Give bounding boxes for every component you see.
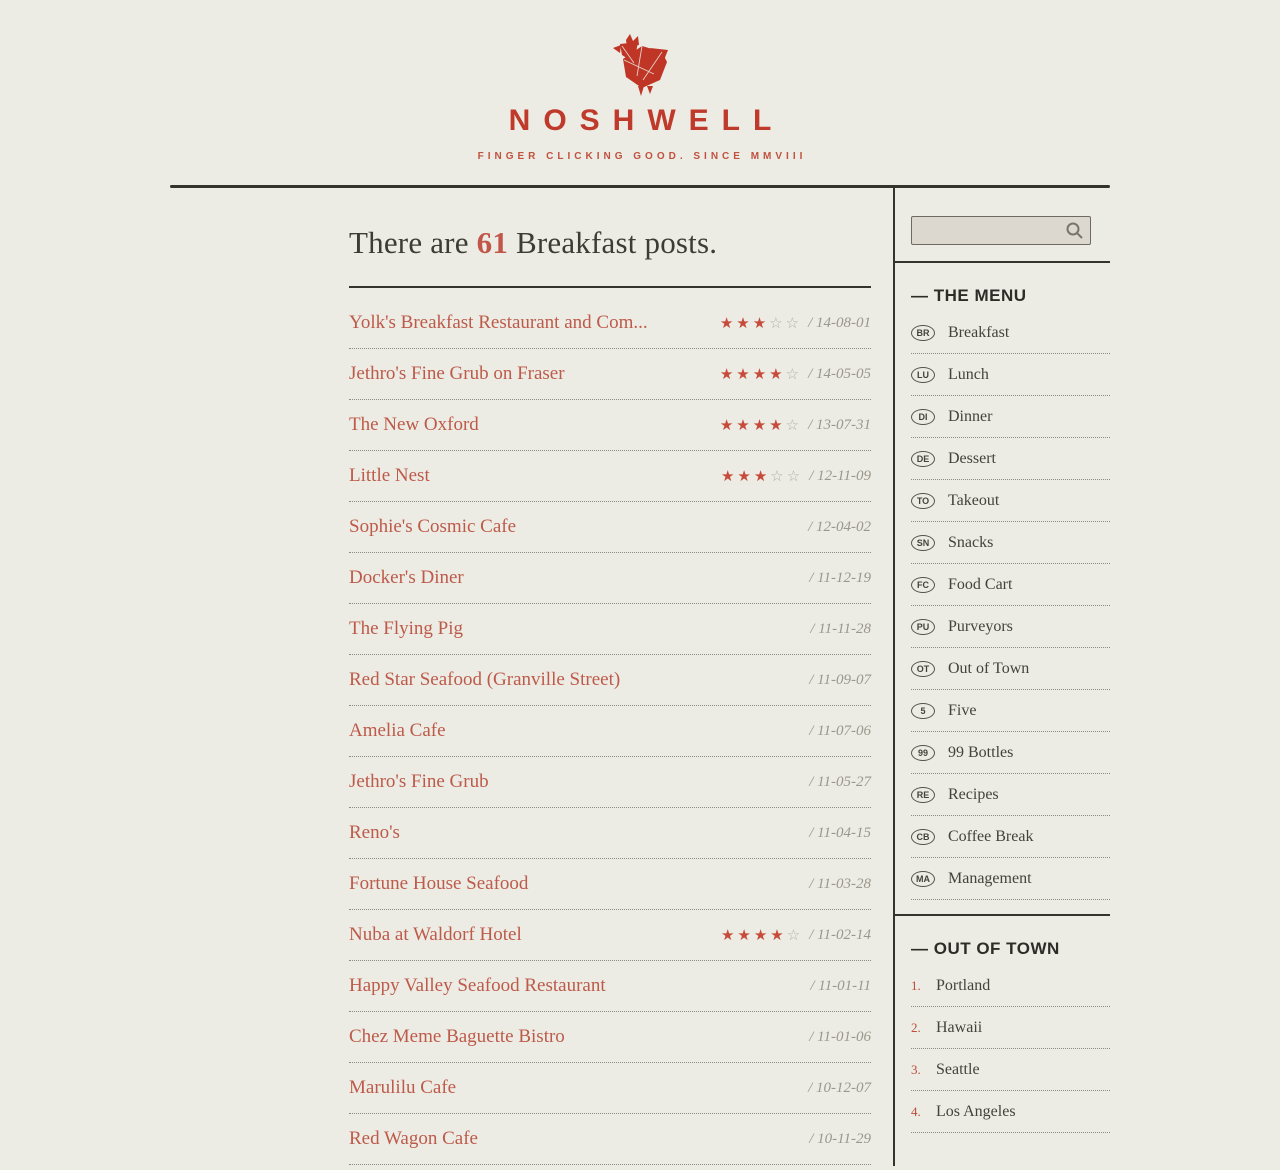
star-rating bbox=[720, 314, 802, 333]
menu-item-label: Out of Town bbox=[948, 659, 1030, 677]
post-row bbox=[349, 1114, 871, 1165]
city-item[interactable] bbox=[911, 1007, 1110, 1049]
menu-item-label: Purveyors bbox=[948, 617, 1013, 635]
city-label: Los Angeles bbox=[936, 1102, 1016, 1120]
post-date: / 12-04-02 bbox=[808, 518, 871, 535]
post-meta bbox=[810, 621, 871, 638]
category-badge: CB bbox=[911, 829, 935, 845]
menu-item[interactable] bbox=[911, 690, 1110, 732]
empty-stars: ☆ bbox=[786, 927, 804, 944]
menu-item[interactable] bbox=[911, 606, 1110, 648]
post-row bbox=[349, 451, 871, 502]
post-meta bbox=[810, 978, 871, 995]
star-rating bbox=[720, 416, 802, 435]
post-date: / 14-05-05 bbox=[808, 365, 871, 382]
menu-item-label: Takeout bbox=[948, 491, 1000, 509]
post-date: / 11-04-15 bbox=[809, 824, 871, 841]
rooster-icon bbox=[609, 34, 671, 96]
post-date: / 14-08-01 bbox=[808, 314, 871, 331]
menu-item-label: 99 Bottles bbox=[948, 743, 1014, 761]
post-row bbox=[349, 1063, 871, 1114]
menu-item-label: Five bbox=[948, 701, 977, 719]
city-label: Portland bbox=[936, 976, 991, 994]
empty-stars: ☆ bbox=[785, 417, 803, 434]
menu-item[interactable] bbox=[911, 648, 1110, 690]
post-link[interactable]: The New Oxford bbox=[349, 414, 479, 435]
post-date: / 10-11-29 bbox=[809, 1130, 871, 1147]
menu-item[interactable] bbox=[911, 816, 1110, 858]
menu-item[interactable] bbox=[911, 354, 1110, 396]
category-badge: SN bbox=[911, 535, 935, 551]
post-meta bbox=[721, 467, 871, 486]
page-title bbox=[349, 225, 871, 261]
category-badge: TO bbox=[911, 493, 935, 509]
site-logo-text[interactable]: NOSHWELL bbox=[508, 104, 785, 137]
menu-item[interactable] bbox=[911, 438, 1110, 480]
post-date: / 11-09-07 bbox=[809, 671, 871, 688]
post-link[interactable]: Happy Valley Seafood Restaurant bbox=[349, 975, 606, 996]
city-item[interactable] bbox=[911, 965, 1110, 1007]
post-meta bbox=[809, 774, 871, 791]
post-meta bbox=[721, 926, 871, 945]
menu-item-label: Lunch bbox=[948, 365, 989, 383]
post-link[interactable]: Jethro's Fine Grub on Fraser bbox=[349, 363, 565, 384]
post-meta bbox=[808, 519, 871, 536]
menu-item-label: Snacks bbox=[948, 533, 994, 551]
star-rating bbox=[720, 365, 802, 384]
post-link[interactable]: Red Wagon Cafe bbox=[349, 1128, 478, 1149]
post-meta bbox=[809, 1131, 871, 1148]
city-number: 1. bbox=[911, 977, 921, 993]
empty-stars: ☆☆ bbox=[769, 315, 803, 332]
category-badge: 5 bbox=[911, 703, 935, 719]
post-link[interactable]: Amelia Cafe bbox=[349, 720, 446, 741]
post-date: / 11-11-28 bbox=[810, 620, 871, 637]
post-date: / 10-12-07 bbox=[808, 1079, 871, 1096]
title-suffix: Breakfast posts. bbox=[508, 225, 718, 260]
category-badge: DI bbox=[911, 409, 935, 425]
post-row bbox=[349, 604, 871, 655]
post-row bbox=[349, 961, 871, 1012]
post-link[interactable]: Sophie's Cosmic Cafe bbox=[349, 516, 517, 537]
post-date: / 11-05-27 bbox=[809, 773, 871, 790]
empty-stars: ☆☆ bbox=[770, 468, 804, 485]
category-badge: FC bbox=[911, 577, 935, 593]
post-link[interactable]: Marulilu Cafe bbox=[349, 1077, 457, 1098]
post-date: / 11-01-11 bbox=[810, 977, 871, 994]
category-badge: BR bbox=[911, 325, 935, 341]
post-meta bbox=[720, 416, 871, 435]
city-item[interactable] bbox=[911, 1049, 1110, 1091]
post-list bbox=[349, 288, 871, 1165]
search-icon[interactable] bbox=[1066, 222, 1084, 240]
post-row bbox=[349, 553, 871, 604]
category-badge: PU bbox=[911, 619, 935, 635]
menu-item[interactable] bbox=[911, 522, 1110, 564]
post-meta bbox=[809, 1029, 871, 1046]
menu-item[interactable] bbox=[911, 732, 1110, 774]
filled-stars: ★★★★ bbox=[719, 366, 786, 383]
menu-item-label: Coffee Break bbox=[948, 827, 1034, 845]
menu-item[interactable] bbox=[911, 312, 1110, 354]
content-columns bbox=[170, 188, 1110, 1166]
menu-item-label: Dinner bbox=[948, 407, 993, 425]
sidebar bbox=[893, 188, 1110, 1166]
menu-list bbox=[911, 312, 1110, 900]
post-link[interactable]: Red Star Seafood (Granville Street) bbox=[349, 669, 621, 690]
filled-stars: ★★★★ bbox=[720, 927, 787, 944]
post-date: / 11-12-19 bbox=[809, 569, 871, 586]
category-badge: DE bbox=[911, 451, 935, 467]
post-link[interactable]: Chez Meme Baguette Bistro bbox=[349, 1026, 565, 1047]
search-input[interactable] bbox=[911, 216, 1091, 245]
empty-stars: ☆ bbox=[785, 366, 803, 383]
category-badge: RE bbox=[911, 787, 935, 803]
post-meta bbox=[720, 365, 871, 384]
star-rating bbox=[721, 926, 803, 945]
post-row bbox=[349, 859, 871, 910]
post-meta bbox=[809, 570, 871, 587]
post-link[interactable]: Little Nest bbox=[349, 465, 430, 486]
post-link[interactable]: Jethro's Fine Grub bbox=[349, 771, 489, 792]
post-meta bbox=[720, 314, 871, 333]
city-item[interactable] bbox=[911, 1091, 1110, 1133]
out-of-town-divider bbox=[893, 914, 1110, 916]
category-badge: OT bbox=[911, 661, 935, 677]
menu-item-label: Food Cart bbox=[948, 575, 1013, 593]
post-row bbox=[349, 502, 871, 553]
menu-item[interactable] bbox=[911, 396, 1110, 438]
post-row bbox=[349, 706, 871, 757]
search-divider bbox=[893, 261, 1110, 263]
post-meta bbox=[809, 672, 871, 689]
post-meta bbox=[809, 825, 871, 842]
post-meta bbox=[808, 1080, 871, 1097]
menu-item-label: Recipes bbox=[948, 785, 999, 803]
menu-item-label: Breakfast bbox=[948, 323, 1010, 341]
post-date: / 11-07-06 bbox=[809, 722, 871, 739]
post-date: / 11-01-06 bbox=[809, 1028, 871, 1045]
menu-item[interactable] bbox=[911, 858, 1110, 900]
menu-item[interactable] bbox=[911, 480, 1110, 522]
menu-item[interactable] bbox=[911, 564, 1110, 606]
post-row bbox=[349, 910, 871, 961]
city-label: Hawaii bbox=[936, 1018, 983, 1036]
title-prefix: There are bbox=[349, 225, 477, 260]
menu-heading: — THE MENU bbox=[911, 286, 1027, 305]
post-link[interactable]: Docker's Diner bbox=[349, 567, 464, 588]
city-number: 3. bbox=[911, 1061, 921, 1077]
post-link[interactable]: Fortune House Seafood bbox=[349, 873, 529, 894]
post-date: / 11-02-14 bbox=[809, 926, 871, 943]
post-count: 61 bbox=[476, 225, 509, 260]
post-meta bbox=[809, 876, 871, 893]
city-number: 4. bbox=[911, 1103, 921, 1119]
city-number: 2. bbox=[911, 1019, 921, 1035]
city-list bbox=[911, 965, 1110, 1133]
out-of-town-heading: — OUT OF TOWN bbox=[911, 939, 1060, 958]
search-box bbox=[911, 216, 1091, 245]
post-date: / 13-07-31 bbox=[808, 416, 871, 433]
category-badge: MA bbox=[911, 871, 935, 887]
menu-item-label: Dessert bbox=[948, 449, 996, 467]
category-badge: 99 bbox=[911, 745, 935, 761]
post-link[interactable]: Yolk's Breakfast Restaurant and Com... bbox=[349, 312, 648, 333]
post-row bbox=[349, 1012, 871, 1063]
filled-stars: ★★★★ bbox=[719, 417, 786, 434]
site-header bbox=[0, 0, 1280, 162]
post-row bbox=[349, 655, 871, 706]
menu-item[interactable] bbox=[911, 774, 1110, 816]
post-row bbox=[349, 400, 871, 451]
site-tagline: FINGER CLICKING GOOD. SINCE MMVIII bbox=[477, 151, 807, 162]
post-link[interactable]: Reno's bbox=[349, 822, 400, 843]
city-label: Seattle bbox=[936, 1060, 980, 1078]
post-link[interactable]: Nuba at Waldorf Hotel bbox=[349, 924, 522, 945]
post-row bbox=[349, 808, 871, 859]
post-row bbox=[349, 349, 871, 400]
post-meta bbox=[809, 723, 871, 740]
filled-stars: ★★★ bbox=[720, 468, 771, 485]
star-rating bbox=[721, 467, 803, 486]
main-column bbox=[170, 188, 893, 1166]
category-badge: LU bbox=[911, 367, 935, 383]
post-row bbox=[349, 757, 871, 808]
post-date: / 11-03-28 bbox=[809, 875, 871, 892]
post-row bbox=[349, 298, 871, 349]
filled-stars: ★★★ bbox=[719, 315, 770, 332]
post-date: / 12-11-09 bbox=[809, 467, 871, 484]
post-link[interactable]: The Flying Pig bbox=[349, 618, 464, 639]
menu-item-label: Management bbox=[948, 869, 1032, 887]
